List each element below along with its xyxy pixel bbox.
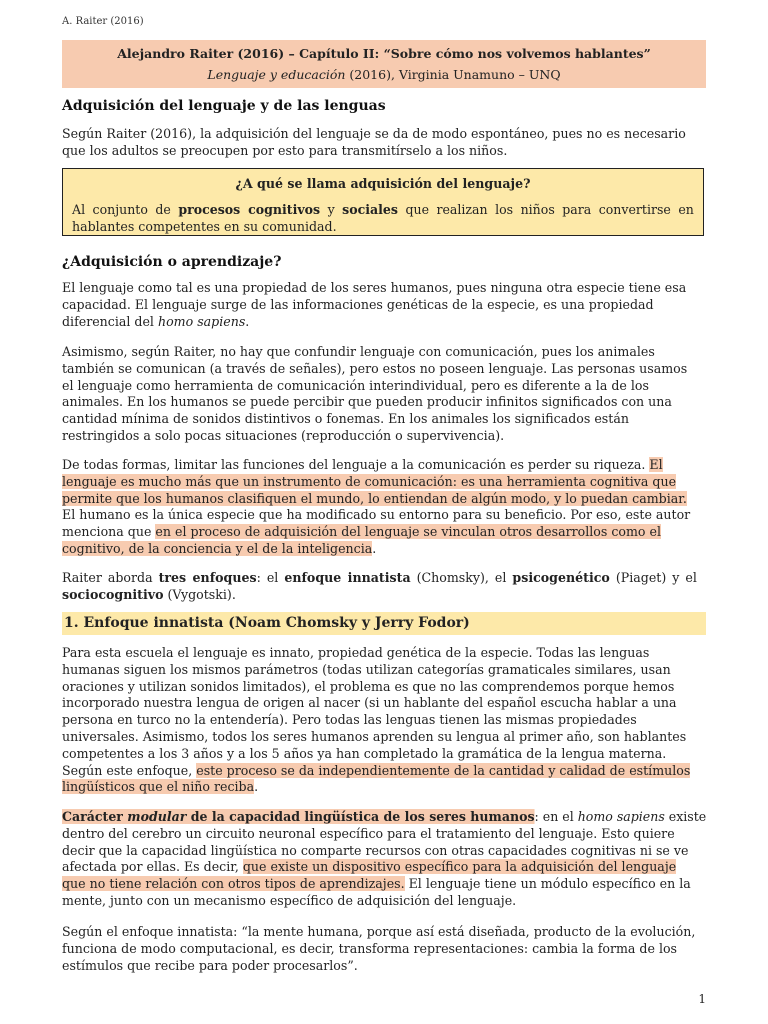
text-line: que los adultos se preocupen por esto para transmitírselo a los niños. bbox=[62, 142, 508, 158]
paragraph-lenguaje bbox=[62, 280, 706, 330]
text-line: El lenguaje como tal es una propiedad de los seres humanos, pues ninguna otra especie tiene esa bbox=[62, 280, 687, 295]
text-segment: menciona que bbox=[62, 524, 156, 540]
text-segment: (Piaget) y el bbox=[609, 570, 697, 585]
text-segment: : el bbox=[256, 570, 285, 585]
text-segment: El lenguaje tiene un módulo específico en la bbox=[404, 876, 691, 892]
text-segment: diferencial del bbox=[62, 313, 158, 329]
def-text: y bbox=[320, 202, 343, 217]
paragraph-modular bbox=[62, 809, 706, 910]
definition-answer bbox=[72, 202, 694, 236]
text-segment: existe bbox=[664, 809, 707, 824]
text-line: Asimismo, según Raiter, no hay que confundir lenguaje con comunicación, pues los animales bbox=[62, 344, 655, 359]
bold-term: tres enfoques bbox=[158, 570, 257, 585]
paragraph-enfoques bbox=[62, 570, 706, 604]
text-segment: . bbox=[245, 313, 250, 329]
text-line: restringidos a solo pocas situaciones (reproducción o supervivencia). bbox=[62, 427, 505, 443]
text-line: humanas siguen los mismos parámetros (todas utilizan categorías gramaticales similares, usan bbox=[62, 661, 671, 677]
text-segment: Raiter aborda bbox=[62, 570, 159, 585]
text-line: también se comunican (a través de señales), pero estos no poseen lenguaje. Las personas usamos bbox=[62, 360, 688, 376]
paragraph-computacional bbox=[62, 924, 706, 974]
text-segment: De todas formas, limitar las funciones del lenguaje a la comunicación es perder su riqueza. bbox=[62, 457, 650, 472]
book-title: Lenguaje y educación bbox=[207, 67, 346, 82]
text-line: incorporado nuestra lengua de origen al nacer (si un hablante del español escucha hablar a una bbox=[62, 695, 677, 711]
text-line: oraciones y utilizan sonidos limitados), el problema es que no las comprendemos porque hemos bbox=[62, 678, 675, 694]
text-line: competentes a los 3 años y a los 5 años ya han completado la gramática de la lengua materna. bbox=[62, 745, 667, 761]
def-text: hablantes competentes en su comunidad. bbox=[72, 218, 337, 234]
highlight-bold: Carácter modular de la capacidad lingüística de los seres humanos bbox=[62, 809, 535, 824]
text-line: Para esta escuela el lenguaje es innato, propiedad genética de la especie. Todas las lenguas bbox=[62, 645, 650, 660]
definition-question: ¿A qué se llama adquisición del lenguaje? bbox=[235, 176, 531, 191]
highlight: lingüísticos que el niño reciba bbox=[62, 779, 255, 795]
text-line: Según el enfoque innatista: “la mente humana, porque así está diseñada, producto de la evolución, bbox=[62, 924, 696, 939]
section-title: 1. Enfoque innatista (Noam Chomsky y Jerry Fodor) bbox=[64, 615, 470, 631]
bold-term: enfoque innatista bbox=[284, 570, 411, 585]
text-segment: afectada por ellas. Es decir, bbox=[62, 859, 243, 875]
running-header: A. Raiter (2016) bbox=[62, 16, 144, 27]
highlight: que existe un dispositivo específico para la adquisición del lenguaje bbox=[242, 859, 677, 875]
text-line: dentro del cerebro un circuito neuronal específico para el tratamiento del lenguaje. Esto quiere bbox=[62, 825, 675, 841]
highlight: El bbox=[649, 457, 663, 472]
text-line: Según Raiter (2016), la adquisición del lenguaje se da de modo espontáneo, pues no es necesario bbox=[62, 126, 686, 141]
text-segment: (Vygotski). bbox=[163, 586, 236, 602]
text-line: El humano es la única especie que ha modificado su entorno para su beneficio. Por eso, este autor bbox=[62, 507, 691, 523]
highlight: en el proceso de adquisición del lenguaje se vinculan otros desarrollos como el bbox=[155, 524, 661, 540]
text-segment: . bbox=[254, 779, 259, 795]
highlight: este proceso se da independientemente de la cantidad y calidad de estímulos bbox=[196, 762, 691, 778]
heading-adquisicion-aprendizaje: ¿Adquisición o aprendizaje? bbox=[62, 254, 282, 270]
title-line-2 bbox=[62, 67, 706, 82]
paragraph-innatista bbox=[62, 645, 706, 796]
text-line: mente, junto con un mecanismo específico de adquisición del lenguaje. bbox=[62, 892, 517, 908]
text-line: decir que la capacidad lingüística no comparte recursos con otras capacidades cognitivas ni se ve bbox=[62, 842, 689, 858]
highlight: cognitivo, de la conciencia y el de la inteligencia bbox=[62, 540, 373, 556]
text-line: persona en turco no la entendería). Pero todas las lenguas tienen las mismas propiedades bbox=[62, 712, 637, 728]
text-segment: Según este enfoque, bbox=[62, 762, 197, 778]
highlight: permite que los humanos clasifiquen el mundo, lo entiendan de algún modo, y lo puedan cambiar. bbox=[62, 490, 687, 506]
italic-term: homo sapiens bbox=[577, 809, 665, 824]
def-bold-cognitive: procesos cognitivos bbox=[178, 202, 321, 217]
section-heading-innatista bbox=[62, 612, 706, 635]
paragraph-todas-formas bbox=[62, 457, 706, 558]
bold-term: psicogenético bbox=[512, 570, 610, 585]
text-line: funciona de modo computacional, es decir, transforma representaciones: cambia la forma de los bbox=[62, 940, 678, 956]
text-segment: . bbox=[372, 540, 377, 556]
definition-box bbox=[62, 168, 704, 236]
paragraph-asimismo bbox=[62, 344, 706, 445]
text-line: cantidad mínima de sonidos distintivos o fonemas. En los animales los significados están bbox=[62, 411, 629, 427]
heading-adquisicion: Adquisición del lenguaje y de las lenguas bbox=[62, 98, 386, 114]
text-line: capacidad. El lenguaje surge de las informaciones genéticas de la especie, es una propiedad bbox=[62, 296, 654, 312]
text-line: universales. Asimismo, todos los seres humanos aprenden su lengua al primer año, son hablantes bbox=[62, 728, 687, 744]
page-number: 1 bbox=[698, 992, 706, 1006]
text-line: el lenguaje como herramienta de comunicación interindividual, pero es diferente a la de los bbox=[62, 377, 649, 393]
text-segment: (Chomsky), el bbox=[410, 570, 513, 585]
bold-term: sociocognitivo bbox=[62, 586, 164, 602]
title-line-1: Alejandro Raiter (2016) – Capítulo II: “Sobre cómo nos volvemos hablantes” bbox=[117, 46, 651, 61]
highlight: que no tiene relación con otros tipos de aprendizajes. bbox=[62, 876, 405, 892]
title-box bbox=[62, 40, 706, 88]
paragraph-intro bbox=[62, 126, 706, 160]
highlight: lenguaje es mucho más que un instrumento de comunicación: es una herramienta cognitiva que bbox=[62, 473, 677, 489]
text-segment: : en el bbox=[534, 809, 578, 824]
def-bold-social: sociales bbox=[342, 202, 398, 217]
text-line: estímulos que recibe para poder procesarlos”. bbox=[62, 957, 358, 973]
def-text: que realizan los niños para convertirse en bbox=[397, 202, 694, 217]
title-line-2-rest: (2016), Virginia Unamuno – UNQ bbox=[345, 67, 561, 82]
italic-term: homo sapiens bbox=[157, 313, 246, 329]
def-text: Al conjunto de bbox=[72, 202, 179, 217]
text-line: animales. En los humanos se puede percibir que pueden producir infinitos significados con una bbox=[62, 394, 672, 410]
